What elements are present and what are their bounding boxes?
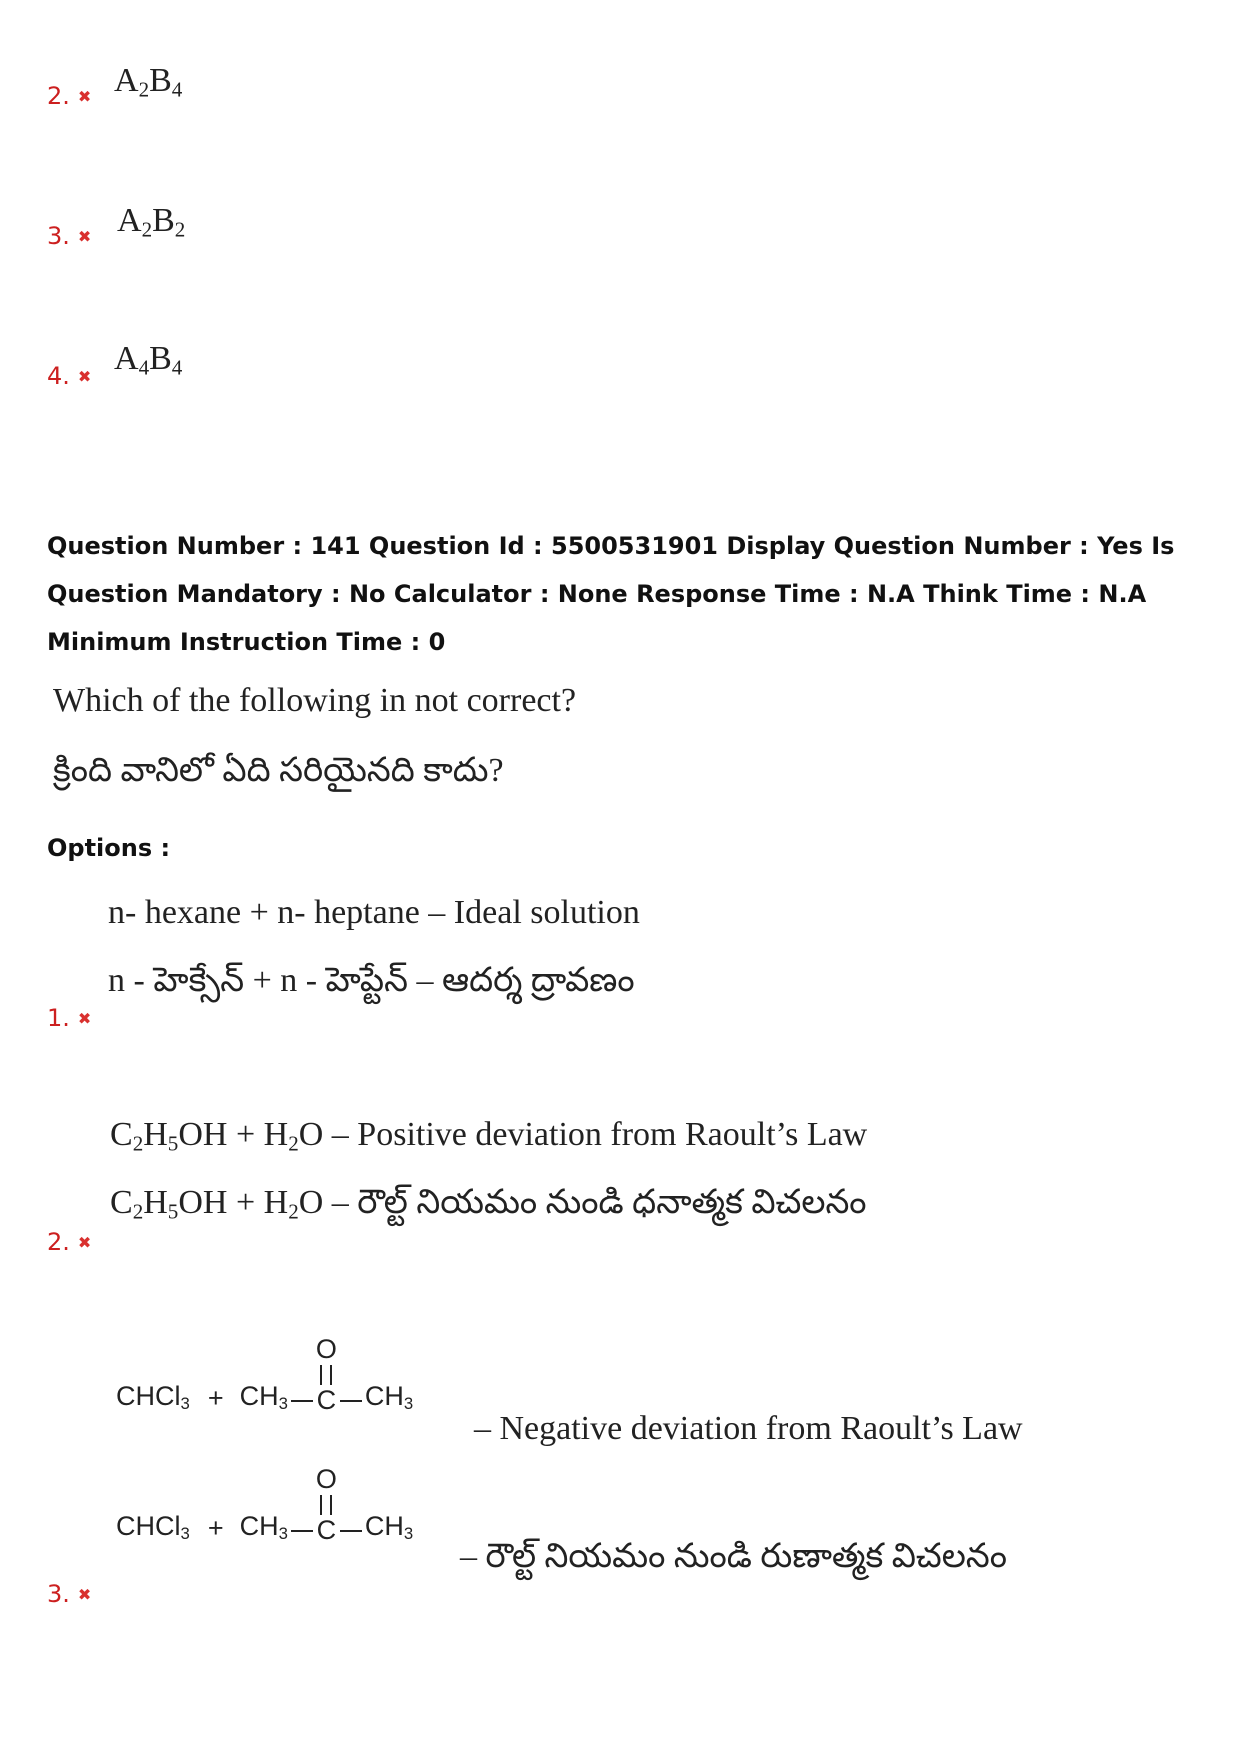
- option-1-english: n- hexane + n- heptane – Ideal solution: [108, 894, 640, 931]
- question-text-english: Which of the following in not correct?: [53, 682, 577, 719]
- plus-sign: +: [207, 1383, 224, 1413]
- ch3-left: $CH_3$: [239, 1510, 288, 1543]
- option-3-english: – Negative deviation from Raoult’s Law: [474, 1410, 1023, 1447]
- cross-icon: ✖: [77, 226, 92, 246]
- single-bond: [340, 1530, 362, 1532]
- option-1-marker: [47, 1004, 91, 1032]
- prev-option-3-formula: $A_2B_2$: [117, 202, 186, 242]
- option-number: 1.: [47, 1004, 70, 1032]
- option-1-telugu: n - హెక్సేన్ + n - హెప్టేన్ – ఆదర్శ ద్రావణం: [108, 962, 635, 999]
- chcl3-formula: CHCl$_3$: [116, 1380, 190, 1413]
- option-number: 2.: [47, 82, 70, 110]
- single-bond: [291, 1400, 313, 1402]
- single-bond: [291, 1530, 313, 1532]
- ch3-right: $CH_3$: [364, 1510, 414, 1543]
- single-bond: [340, 1400, 362, 1402]
- prev-option-4-formula: $A_4B_4$: [114, 340, 183, 380]
- carbonyl-group: O C: [315, 1334, 337, 1415]
- question-meta: Question Number : 141 Question Id : 5500531901 Display Question Number : Yes Is Question Mandatory : No Calculator : None Response Time : N.A Think Time : N.A Minimum Instruction Time : 0: [47, 532, 1175, 656]
- cross-icon: ✖: [77, 1232, 92, 1252]
- option-number: 3.: [47, 222, 70, 250]
- cross-icon: ✖: [77, 86, 92, 106]
- double-bond: [320, 1365, 332, 1385]
- option-3-marker: [47, 1580, 91, 1608]
- cross-icon: ✖: [77, 1008, 92, 1028]
- prev-option-3: [47, 222, 91, 250]
- double-bond: [320, 1495, 332, 1515]
- cross-icon: ✖: [77, 1584, 92, 1604]
- prev-option-4: [47, 362, 91, 390]
- options-label: Options :: [47, 834, 171, 862]
- option-2-english: $C_2H_5OH + H_2O$ – Positive deviation from Raoult’s Law: [110, 1116, 868, 1156]
- ch3-right: $CH_3$: [364, 1380, 414, 1413]
- ch3-left: $CH_3$: [239, 1380, 288, 1413]
- plus-sign: +: [207, 1513, 224, 1543]
- option-2-marker: [47, 1228, 91, 1256]
- prev-option-2-formula: $A_2B_4$: [114, 62, 183, 102]
- question-text-telugu: క్రింది వానిలో ఏది సరియైనది కాదు?: [53, 752, 504, 789]
- option-3-structure-2: [116, 1466, 413, 1544]
- prev-option-2: [47, 82, 91, 110]
- option-number: 2.: [47, 1228, 70, 1256]
- chcl3-formula: CHCl$_3$: [116, 1510, 190, 1543]
- option-2-telugu: $C_2H_5OH + H_2O$ – రౌల్ట్ నియమం నుండి ధనాత్మక విచలనం: [110, 1184, 867, 1224]
- cross-icon: ✖: [77, 366, 92, 386]
- option-3-structure-1: [116, 1336, 413, 1414]
- option-number: 4.: [47, 362, 70, 390]
- option-3-telugu: – రౌల్ట్ నియమం నుండి రుణాత్మక విచలనం: [460, 1538, 1007, 1575]
- option-number: 3.: [47, 1580, 70, 1608]
- carbonyl-group: O C: [315, 1464, 337, 1545]
